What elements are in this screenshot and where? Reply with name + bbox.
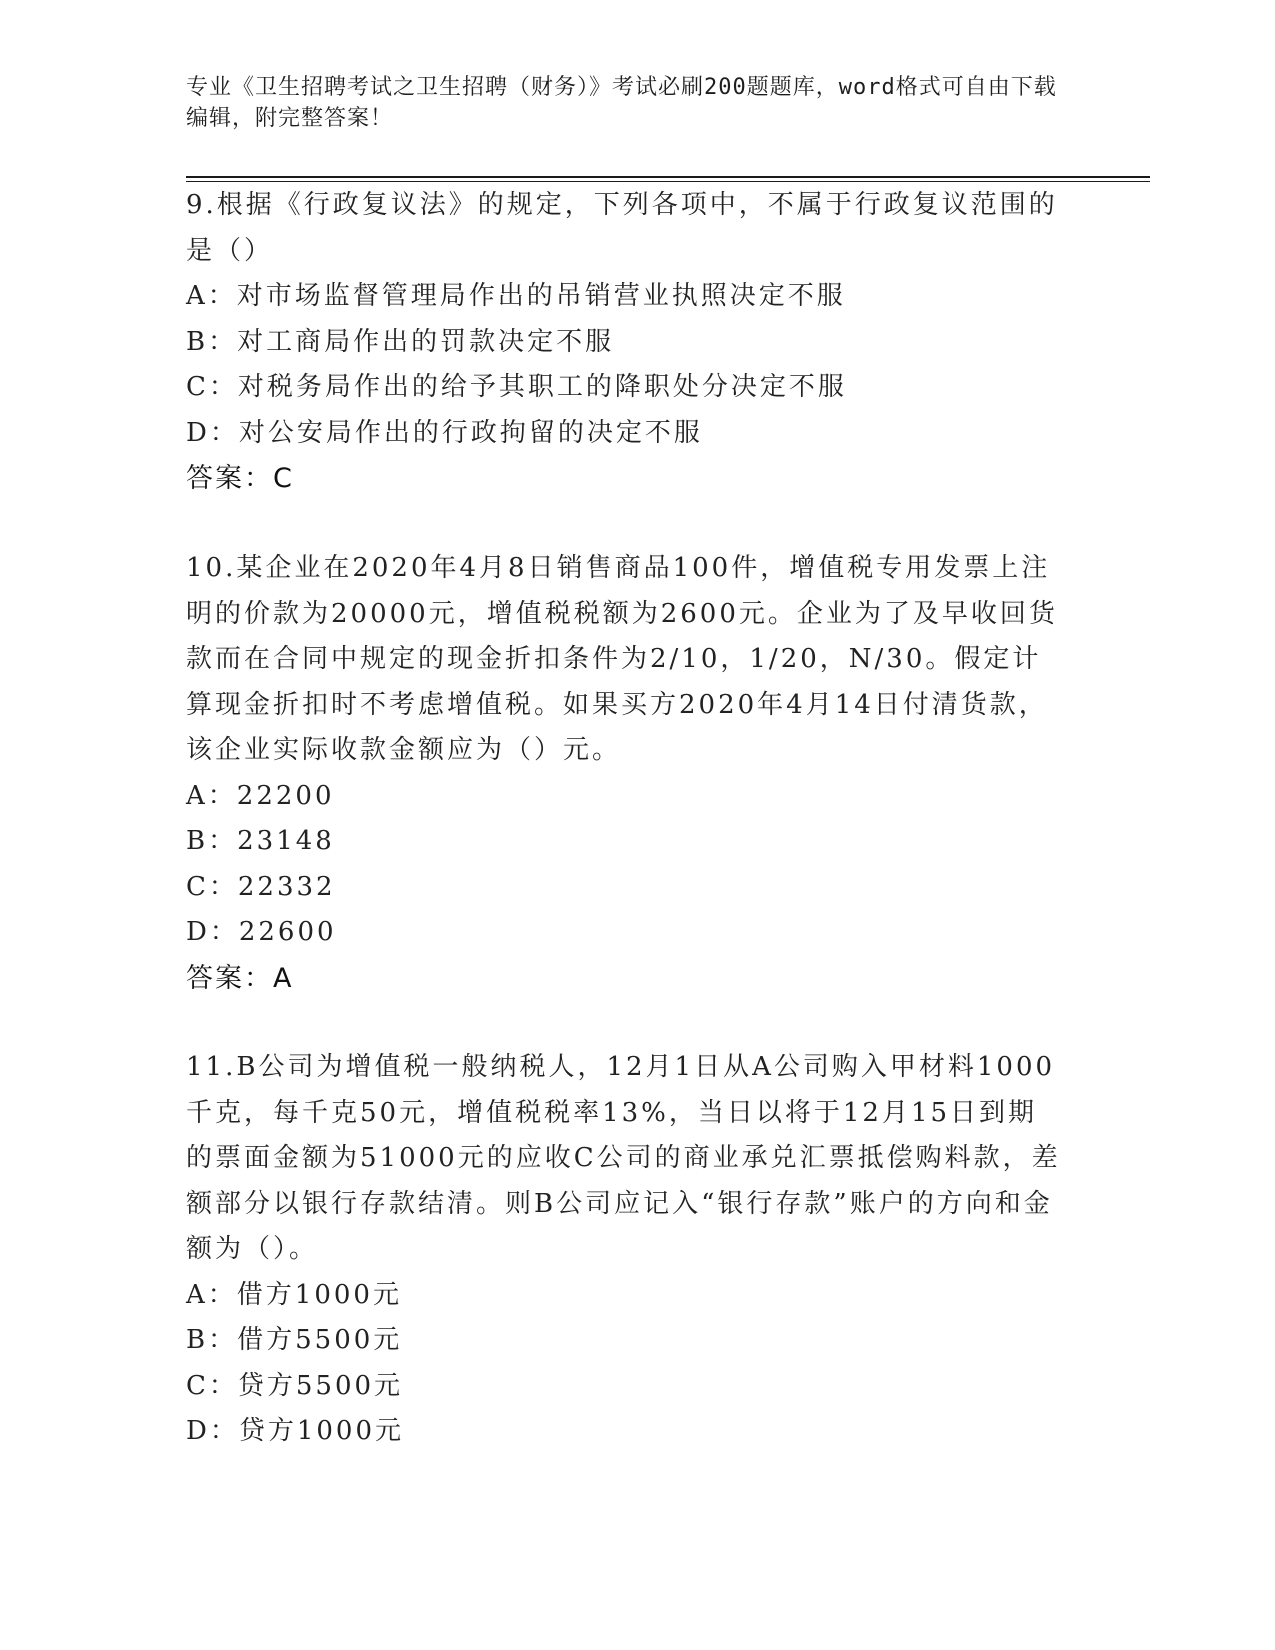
- question-11: [186, 1045, 1066, 1455]
- option-d: D：对公安局作出的行政拘留的决定不服: [186, 417, 703, 448]
- option-c: C：贷方5500元: [186, 1370, 404, 1401]
- option-a: A：借方1000元: [186, 1279, 402, 1310]
- header-divider-thick: [186, 176, 1150, 178]
- question-stem: 11.B公司为增值税一般纳税人，12月1日从A公司购入甲材料1000千克，每千克50元，增值税税率13%，当日以将于12月15日到期的票面金额为51000元的应收C公司的商业承兑汇票抵偿购料款，差额部分以银行存款结清。则B公司应记入“银行存款”账户的方向和金额为（）。: [186, 1052, 1061, 1264]
- option-d: D：22600: [186, 917, 337, 947]
- option-c: C：22332: [186, 871, 336, 902]
- answer-line: 答案：A: [186, 962, 294, 994]
- option-b: B：借方5500元: [186, 1325, 403, 1355]
- header-title: 专业《卫生招聘考试之卫生招聘（财务）》考试必刷200题题库，word格式可自由下载编辑，附完整答案！: [186, 75, 1057, 131]
- option-a: A：22200: [186, 780, 335, 811]
- option-d: D：贷方1000元: [186, 1416, 405, 1446]
- question-stem: 9.根据《行政复议法》的规定，下列各项中，不属于行政复议范围的是（）: [186, 190, 1058, 266]
- header-divider-thin: [186, 181, 1150, 182]
- option-b: B：对工商局作出的罚款决定不服: [186, 326, 615, 357]
- question-10: [186, 546, 1066, 1001]
- question-9: [186, 183, 1066, 502]
- answer-line: 答案：C: [186, 463, 294, 494]
- option-b: B：23148: [186, 826, 335, 856]
- option-c: C：对税务局作出的给予其职工的降职处分决定不服: [186, 372, 847, 402]
- question-stem: 10.某企业在2020年4月8日销售商品100件，增值税专用发票上注明的价款为20000元，增值税税额为2600元。企业为了及早收回货款而在合同中规定的现金折扣条件为2/10，1/20，N/30。假定计算现金折扣时不考虑增值税。如果买方2020年4月14日付清货款，该企业实际收款金额应为（）元。: [186, 553, 1058, 765]
- document-header: [186, 72, 1066, 134]
- option-a: A：对市场监督管理局作出的吊销营业执照决定不服: [186, 281, 846, 311]
